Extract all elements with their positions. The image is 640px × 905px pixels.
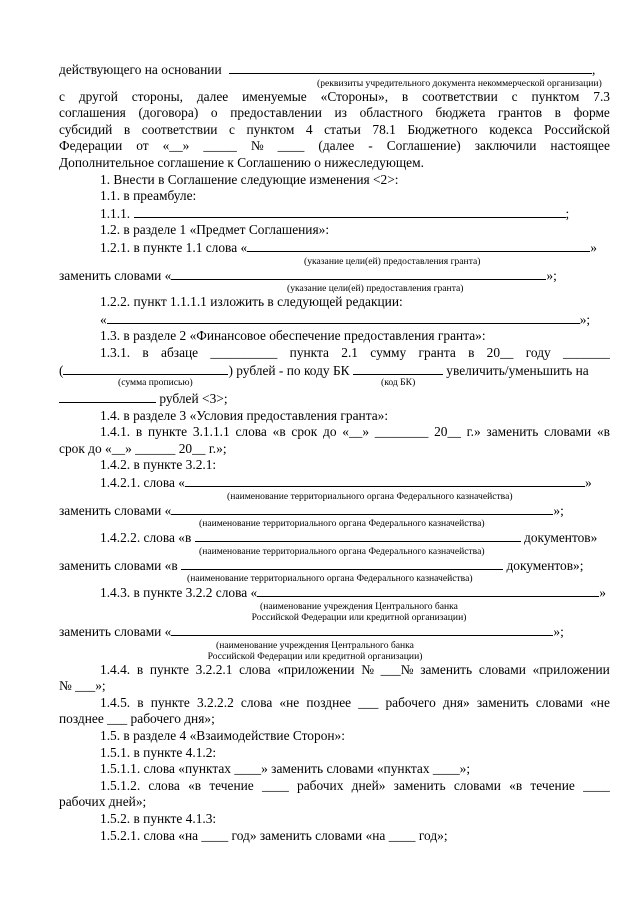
item-1-5: 1.5. в разделе 4 «Взаимодействие Сторон»: (100, 728, 345, 743)
word: 1.5.1.2. (100, 777, 141, 793)
item-1-5-1-2-line-2: рабочих дней»; (59, 794, 147, 810)
replace-line-1: заменить словами « »; (59, 267, 557, 283)
item-1: 1. Внести в Соглашение следующие изменения <2>: (100, 171, 399, 187)
blank-line (229, 61, 592, 74)
blank-sum (63, 362, 228, 375)
word: «в (188, 777, 202, 793)
word: другой (78, 88, 118, 104)
blank-line (171, 623, 553, 636)
word: срок (291, 424, 318, 440)
item-1-4: 1.4. в разделе 3 «Условия предоставления гранта»: (100, 407, 389, 423)
basis-label: действующего на основании (59, 62, 222, 77)
word: с (511, 88, 518, 104)
word: заменить (420, 661, 473, 677)
word: _____ (203, 138, 237, 154)
item-1-1: 1.1. в преамбуле: (100, 188, 197, 204)
word: кодекса (489, 121, 533, 137)
item-1-2: 1.2. в разделе 1 «Предмет Соглашения»: (100, 222, 330, 238)
word: ____ (277, 138, 305, 154)
blank-line (257, 584, 599, 597)
word: 2.1 (341, 344, 359, 360)
word: в (554, 105, 561, 121)
item-1-4-2: 1.4.2. в пункте 3.2.1: (100, 457, 217, 473)
blank-line (181, 557, 503, 570)
word: пункте (149, 661, 189, 677)
preamble-line-4 (59, 138, 610, 155)
blank-line (247, 239, 590, 252)
item-1-3-1-line-3: рублей <3>; (59, 390, 610, 408)
word: Российской (543, 121, 610, 137)
word: «приложении (277, 661, 355, 677)
caption-sum-in-words: (сумма прописью) (118, 377, 193, 389)
word: пункта (289, 344, 329, 360)
caption-grant-purpose: (указание цели(ей) предоставления гранта) (304, 255, 481, 267)
word: «__» (162, 138, 190, 154)
word: слова (240, 694, 273, 710)
caption-bk-code: (код БК) (381, 377, 416, 389)
word: «не (590, 694, 610, 710)
word: заключили (474, 138, 537, 154)
caption-charter-document: (реквизиты учредительного документа некоммерческой организации) (317, 77, 602, 89)
caption-row-sum-bk (59, 379, 610, 390)
word: течение (209, 777, 254, 793)
preamble-line-2 (59, 105, 610, 122)
word: «__» (342, 424, 370, 440)
word: (далее (318, 138, 355, 154)
word: заменить (476, 694, 529, 710)
word: слова (148, 777, 180, 793)
word: предоставлении (230, 105, 322, 121)
replace-line-4: заменить словами « »; (59, 624, 564, 640)
word: словами (535, 694, 583, 710)
word: 4 (305, 121, 313, 137)
word: в (468, 344, 475, 360)
word: ____ (261, 777, 289, 793)
item-1-5-1-2 (59, 778, 610, 795)
word: течение (530, 777, 575, 793)
caption-treasury-body: (наименование территориального органа Федерального казначейства) (199, 518, 485, 530)
item-1-4-2-1: 1.4.2.1. слова « » (100, 475, 592, 491)
word: (договора) (138, 105, 199, 121)
word: сумму (370, 344, 407, 360)
word: 7.3 (593, 88, 610, 104)
word: ________ (374, 424, 429, 440)
blank-line (185, 474, 585, 487)
word: областного (359, 105, 423, 121)
word: грантов (498, 105, 543, 121)
item-1-4-1 (59, 424, 610, 441)
word: в (123, 121, 131, 137)
caption-treasury-body: (наименование территориального органа Федерального казначейства) (187, 573, 473, 585)
word: 20__ (486, 344, 514, 360)
item-1-2-2: 1.2.2. пункт 1.1.1.1 изложить в следующей редакции: (100, 294, 403, 310)
item-1-5-1-1: 1.5.1.1. слова «пунктах ____» заменить словами «пунктах ____»; (100, 761, 471, 777)
word: 1.4.1. (100, 424, 131, 440)
word: заменить (486, 424, 539, 440)
word: с (228, 121, 235, 137)
word: - (368, 138, 373, 154)
item-1-4-5 (59, 695, 610, 712)
word: именуемые (242, 88, 307, 104)
word: «в (596, 424, 610, 440)
word: в (142, 344, 149, 360)
word: 1.4.4. (100, 661, 131, 677)
word: «в (509, 777, 523, 793)
word: статьи (324, 121, 361, 137)
word: пункте (147, 424, 188, 440)
item-1-4-2-2: 1.4.2.2. слова «в документов» (100, 530, 598, 546)
item-1-4-1-line-2: срок до «__» ______ 20__ г.»; (59, 440, 227, 456)
line-1: действующего на основании , (59, 62, 596, 77)
caption-treasury-body: (наименование территориального органа Федерального казначейства) (199, 545, 485, 557)
word: ___ (358, 694, 379, 710)
item-1-3: 1.3. в разделе 2 «Финансовое обеспечение предоставления гранта»: (100, 328, 486, 344)
word: __________ (210, 344, 278, 360)
blank-line (107, 311, 580, 324)
item-1-5-1: 1.5.1. в пункте 4.1.2: (100, 744, 217, 760)
word: «не (279, 694, 300, 710)
new-wording-line: « »; (100, 311, 591, 327)
word: 1.4.5. (100, 694, 131, 710)
item-1-5-2-1: 1.5.2.1. слова «на ____ год» заменить словами «на ____ год»; (100, 827, 448, 843)
preamble-line-1 (59, 89, 610, 106)
word: ____ (583, 777, 610, 793)
caption-grant-purpose: (указание цели(ей) предоставления гранта) (287, 283, 464, 295)
word: словами (544, 424, 592, 440)
word: ___№ (380, 661, 414, 677)
word: рабочих (297, 777, 344, 793)
word: из (334, 105, 347, 121)
word: от (136, 138, 149, 154)
word: № (250, 138, 264, 154)
word: далее (196, 88, 229, 104)
blank-line (195, 529, 521, 542)
word: настоящее (550, 138, 610, 154)
item-1-4-4 (59, 662, 610, 679)
item-1-4-5-line-2: позднее ___ рабочего дня»; (59, 711, 215, 727)
word: до (323, 424, 337, 440)
word: в (401, 88, 409, 104)
item-1-4-3: 1.4.3. в пункте 3.2.2 слова « » (100, 585, 606, 601)
word: 78.1 (372, 121, 396, 137)
item-1-4-4-line-2: № ___»; (59, 678, 106, 694)
blank-line (171, 502, 553, 515)
word: субсидий (59, 121, 113, 137)
word: _______ (563, 344, 610, 360)
word: г.» (466, 424, 481, 440)
caption-treasury-body: (наименование территориального органа Федерального казначейства) (227, 490, 513, 502)
blank-bk-code (353, 362, 443, 375)
word: бюджета (435, 105, 486, 121)
caption-bank-institution: (наименование учреждения Центрального банка Российской Федерации или кредитной организации) (251, 601, 467, 624)
item-1-3-1-line-2: ( ) рублей - по коду БК увеличить/уменьшить на (59, 362, 589, 378)
word: абзаце (161, 344, 199, 360)
item-1-2-1: 1.2.1. в пункте 1.1 слова « » (100, 239, 597, 255)
blank-line (171, 267, 546, 280)
word: 1.3.1. (100, 344, 131, 360)
word: соответствии (141, 121, 218, 137)
word: заменить (393, 777, 446, 793)
item-1-1-1: 1.1.1. ; (100, 205, 570, 221)
word: соглашения (59, 105, 126, 121)
word: году (525, 344, 551, 360)
word: Соглашение) (386, 138, 461, 154)
word: стороны, (131, 88, 183, 104)
blank-amount (59, 390, 156, 403)
word: «в (272, 424, 286, 440)
preamble-line-3 (59, 122, 610, 139)
word: слова (235, 424, 267, 440)
word: Федерации (59, 138, 123, 154)
word: 3.2.2.2 (196, 694, 234, 710)
word: «Стороны», (320, 88, 389, 104)
item-1-3-1 (59, 345, 610, 362)
replace-line-3: заменить словами «в документов»; (59, 557, 584, 573)
word: словами (478, 661, 526, 677)
word: гранта (418, 344, 456, 360)
word: пункте (150, 694, 190, 710)
word: 3.2.2.1 (195, 661, 233, 677)
word: в (135, 424, 143, 440)
word: форме (573, 105, 610, 121)
replace-line-2: заменить словами « »; (59, 502, 564, 518)
word: № (361, 661, 374, 677)
word: позднее (306, 694, 352, 710)
blank-line (134, 205, 566, 218)
word: о (210, 105, 218, 121)
caption-bank-institution: (наименование учреждения Центрального банка Российской Федерации или кредитной организации) (207, 639, 423, 662)
word: пунктом (531, 88, 580, 104)
word: слова (239, 661, 271, 677)
word: рабочего (385, 694, 436, 710)
word: дней» (351, 777, 386, 793)
word: 3.1.1.1 (192, 424, 230, 440)
word: дня» (442, 694, 470, 710)
word: Бюджетного (407, 121, 478, 137)
preamble-line-5: Дополнительное соглашение к Соглашению о нижеследующем. (59, 154, 424, 170)
word: в (137, 694, 144, 710)
word: в (136, 661, 144, 677)
word: пунктом (246, 121, 295, 137)
word: соответствии (422, 88, 498, 104)
word: словами (453, 777, 501, 793)
item-1-5-2: 1.5.2. в пункте 4.1.3: (100, 810, 217, 826)
word: 20__ (434, 424, 461, 440)
word: с (59, 88, 65, 104)
word: «приложении (532, 661, 610, 677)
